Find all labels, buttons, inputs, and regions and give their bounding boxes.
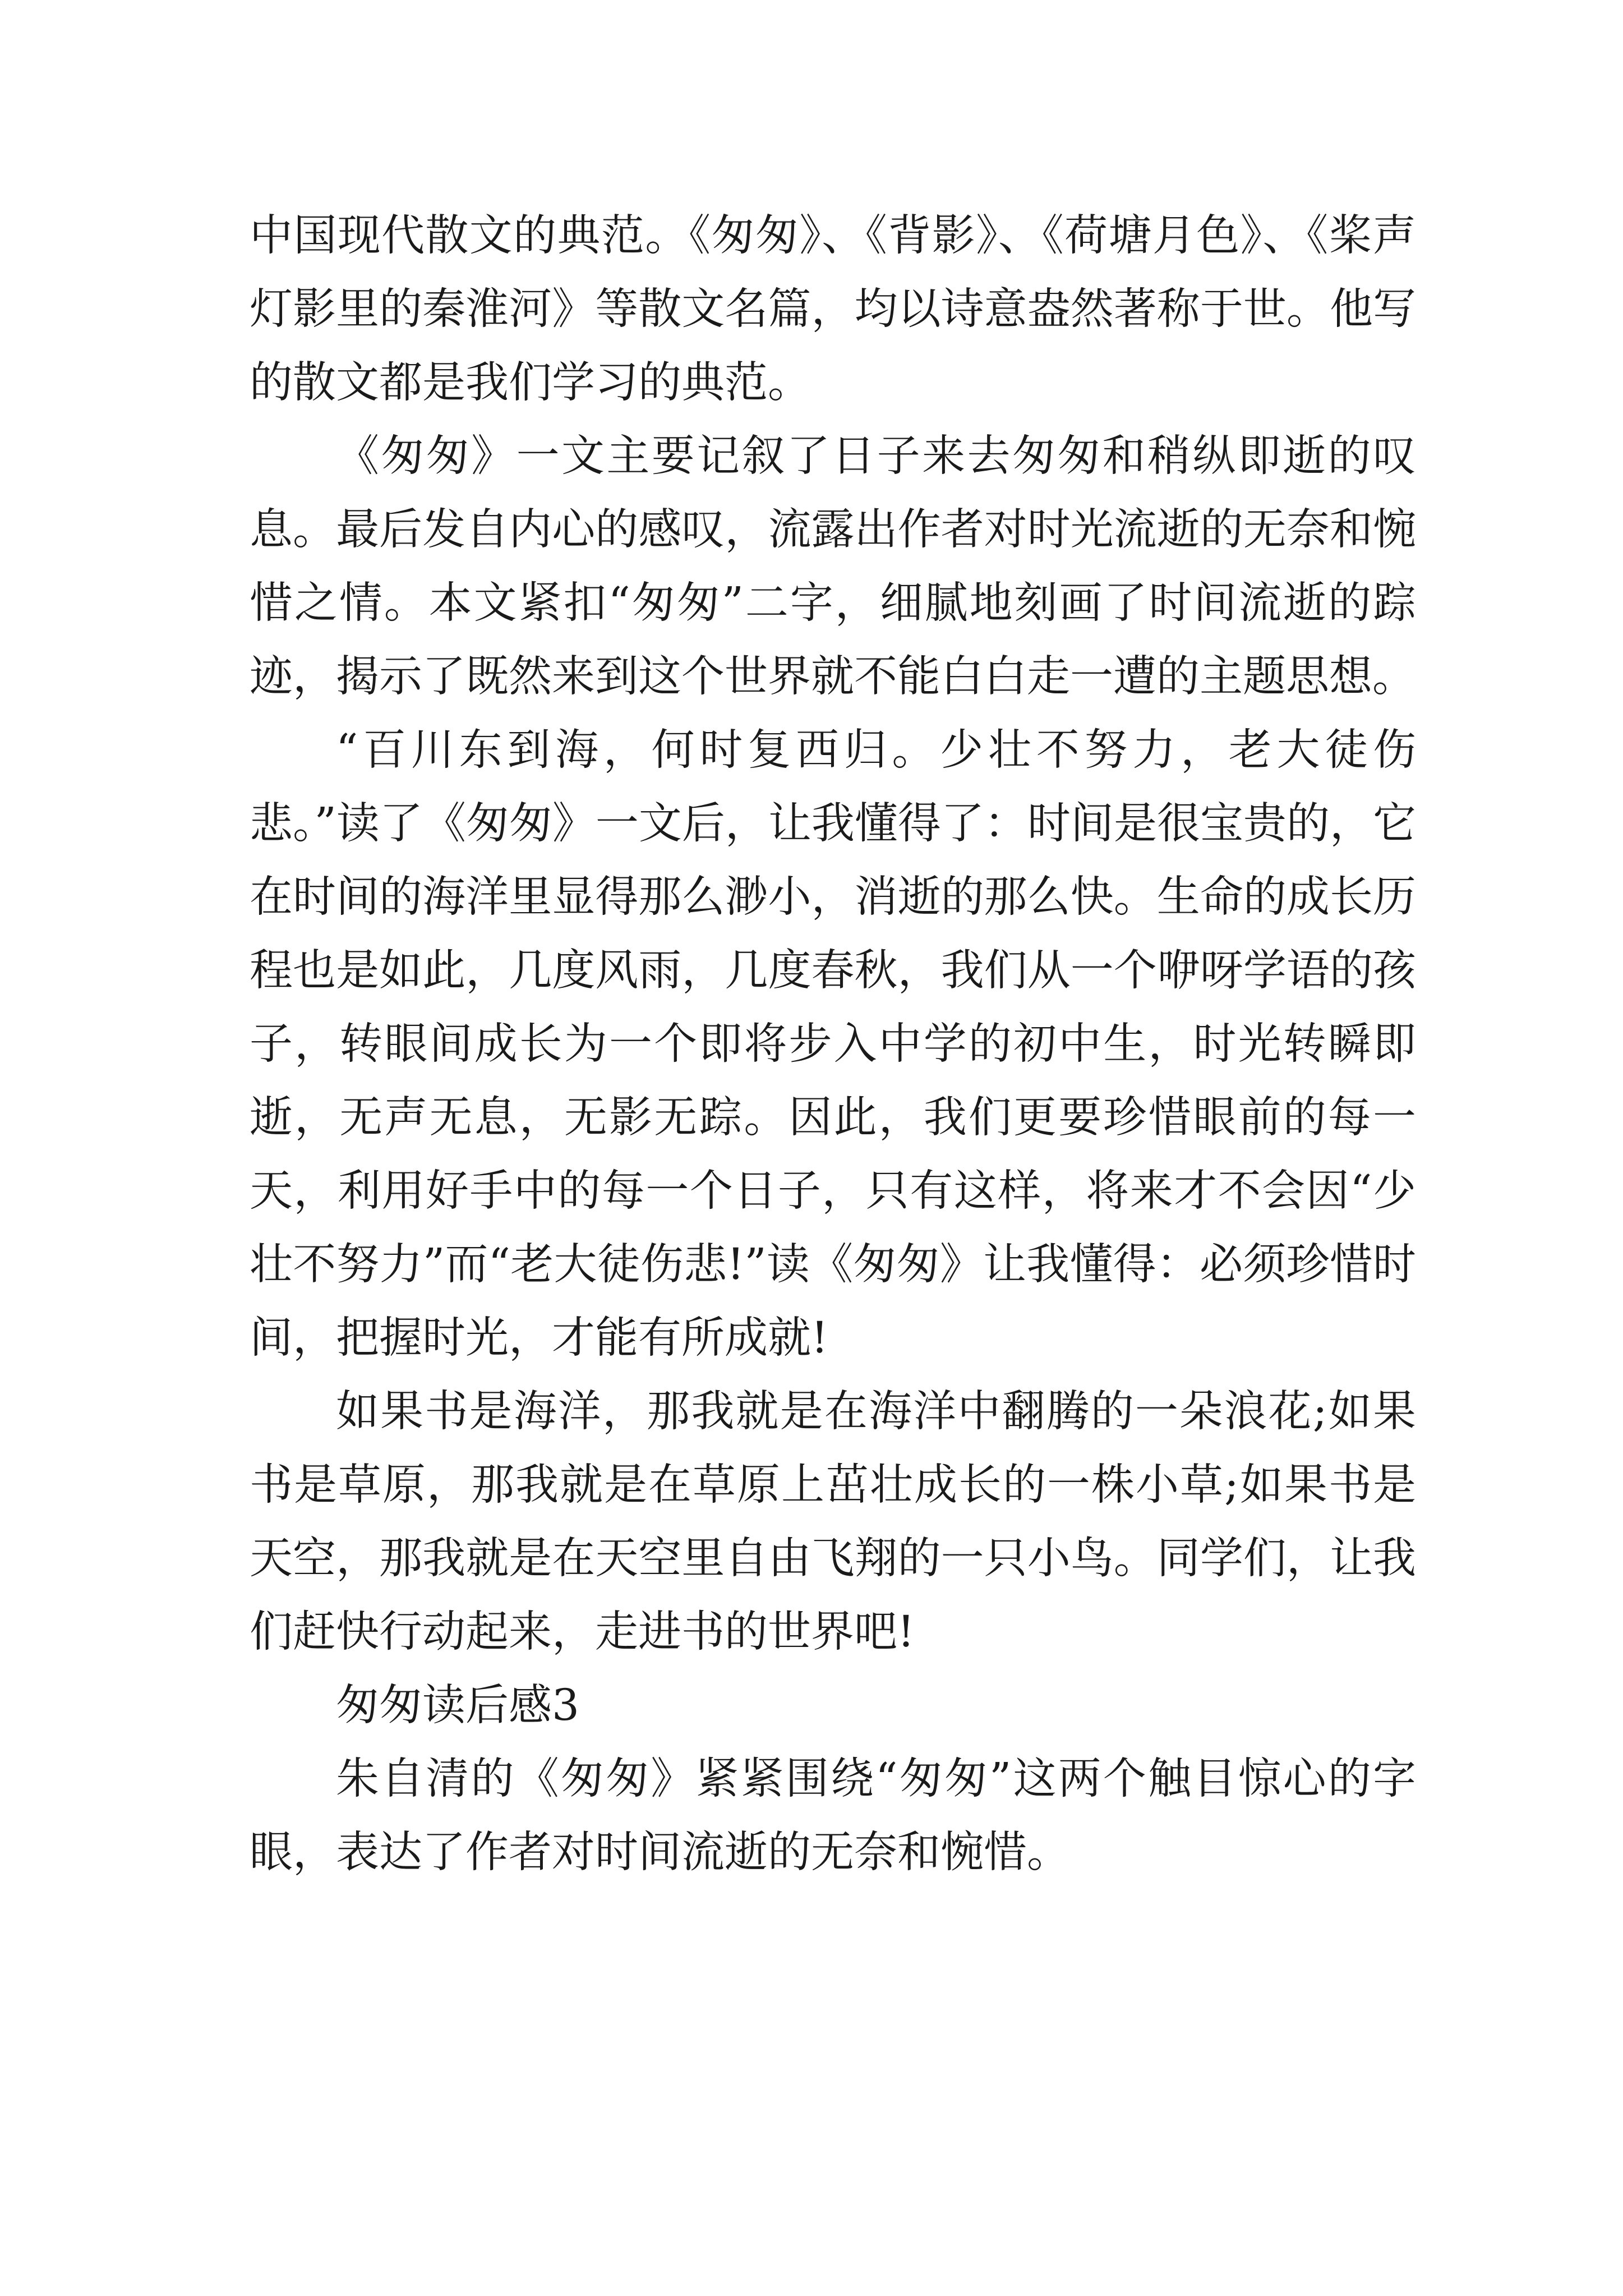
paragraph-final: 朱自清的《匆匆》紧紧围绕“匆匆”这两个触目惊心的字眼，表达了作者对时间流逝的无奈和惋惜。 (250, 1754, 1416, 1878)
paragraph-summary: 《匆匆》一文主要记叙了日子来去匆匆和稍纵即逝的叹息。最后发自内心的感叹，流露出作者对时光流逝的无奈和惋惜之情。本文紧扣“匆匆”二字，细腻地刻画了时间流逝的踪迹，揭示了既然来到这个世界就不能白白走一遭的主题思想。 (250, 431, 1416, 702)
document-body (250, 199, 1416, 1889)
paragraph-metaphor: 如果书是海洋，那我就是在海洋中翻腾的一朵浪花;如果书是草原，那我就是在草原上茁壮成长的一株小草;如果书是天空，那我就是在天空里自由飞翔的一只小鸟。同学们，让我们赶快行动起来，走进书的世界吧! (250, 1387, 1416, 1657)
paragraph-reflection: “百川东到海，何时复西归。少壮不努力，老大徒伤悲。”读了《匆匆》一文后，让我懂得了：时间是很宝贵的，它在时间的海洋里显得那么渺小，消逝的那么快。生命的成长历程也是如此，几度风雨，几度春秋，我们从一个咿呀学语的孩子，转眼间成长为一个即将步入中学的初中生，时光转瞬即逝，无声无息，无影无踪。因此，我们更要珍惜眼前的每一天，利用好手中的每一个日子，只有这样，将来才不会因“少壮不努力”而“老大徒伤悲!”读《匆匆》让我懂得：必须珍惜时间，把握时光，才能有所成就! (250, 725, 1416, 1363)
section-heading: 匆匆读后感3 (336, 1681, 579, 1731)
paragraph-intro-continued: 中国现代散文的典范。《匆匆》、《背影》、《荷塘月色》、《桨声灯影里的秦淮河》等散文名篇，均以诗意盎然著称于世。他写的散文都是我们学习的典范。 (250, 211, 1416, 408)
